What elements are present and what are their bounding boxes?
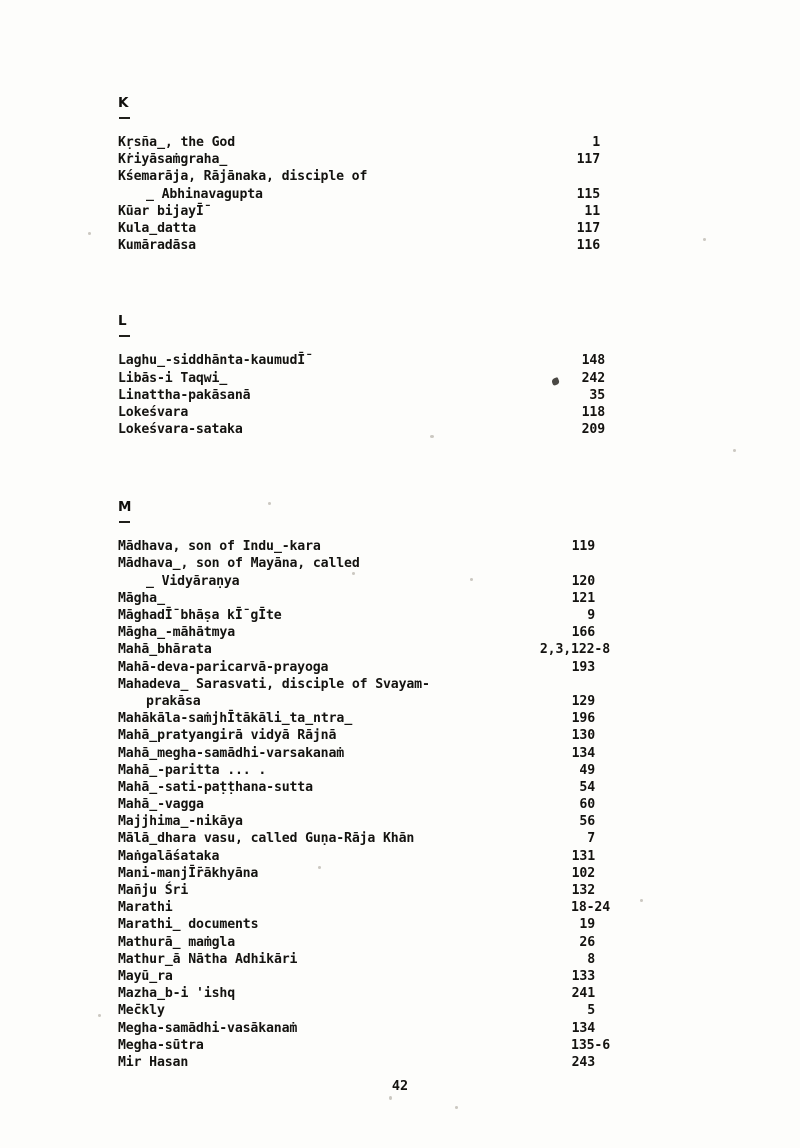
entry-term: Lokeśvara-sataka	[118, 422, 243, 438]
entry-term: Mādhava, son of Indu̲-kara	[118, 539, 321, 555]
section-header-k	[118, 96, 678, 134]
entry-term: Māgha̲-māhātmya	[118, 625, 235, 641]
index-entry	[118, 1020, 678, 1037]
section-underline	[119, 521, 130, 523]
entry-pages: 35	[589, 387, 605, 403]
entry-pages: 60	[579, 797, 595, 813]
index-entry	[118, 590, 678, 607]
index-entry	[118, 387, 678, 404]
entry-pages: 118	[581, 404, 605, 420]
index-entry	[118, 237, 678, 254]
entry-term: Kśemarāja, Rājānaka, disciple of	[118, 169, 368, 185]
entry-term: Mec̄kly	[118, 1003, 165, 1019]
index-section-l	[118, 314, 678, 438]
index-entry	[118, 951, 678, 968]
entry-pages: 7	[587, 831, 595, 847]
index-entry	[118, 882, 678, 899]
index-entry	[118, 865, 678, 882]
scan-speckle	[98, 1014, 101, 1017]
index-entry	[118, 916, 678, 933]
entry-term: Mayū̲ra	[118, 968, 173, 984]
entry-term: Mathur̲ā Nātha Adhikāri	[118, 951, 298, 967]
entry-pages: 18-24	[571, 900, 610, 916]
entry-term: Marathi	[118, 900, 173, 916]
scan-speckle	[389, 1096, 392, 1100]
index-entry	[118, 134, 678, 151]
entry-term: Mahā̲-paritta ... .	[118, 762, 267, 778]
entry-term: Kṛsña̲, the God	[118, 135, 235, 150]
index-entry	[118, 607, 678, 624]
index-entry	[118, 727, 678, 744]
entry-term: prakāsa	[146, 693, 201, 709]
entry-term: Kumāradāsa	[118, 238, 196, 254]
index-section-k	[118, 96, 678, 254]
entry-pages: 134	[571, 1020, 595, 1036]
entry-term: Libās-i Taqwi̲	[118, 370, 228, 386]
entry-term: Mahā̲-vagga	[118, 797, 204, 813]
entry-term: Marathi̲ documents	[118, 917, 259, 933]
index-entry	[118, 934, 678, 951]
entry-pages: 166	[571, 625, 595, 641]
entry-pages: 209	[581, 422, 605, 438]
section-underline	[119, 117, 130, 119]
entry-pages: 116	[576, 238, 600, 254]
entry-term: Linattha-pakāsanā	[118, 387, 251, 403]
entry-pages: 2,3,122-8	[539, 642, 610, 658]
index-entry	[118, 1002, 678, 1019]
index-entry	[118, 693, 678, 710]
entry-pages: 134	[571, 745, 595, 761]
section-letter: L	[118, 313, 128, 330]
entry-term: Kūar bijayĪ̄	[118, 203, 204, 219]
entry-pages: 19	[579, 917, 595, 933]
entry-term: Mahā̲-sati-paṭṭhana-sutta	[118, 779, 313, 795]
entry-term: ̲ Vidyāraṇya	[146, 573, 240, 589]
index-entry	[118, 710, 678, 727]
index-entry	[118, 779, 678, 796]
index-section-m	[118, 500, 678, 1071]
entry-pages: 1	[592, 135, 600, 150]
index-entry	[118, 659, 678, 676]
entry-pages: 102	[571, 865, 595, 881]
entry-pages: 148	[581, 353, 605, 369]
entry-pages: 130	[571, 728, 595, 744]
index-entry	[118, 762, 678, 779]
entry-pages: 132	[571, 883, 595, 898]
entry-list-m	[118, 538, 678, 1071]
entry-term: MāghadĪ̄ bhāṣa kĪ̄ gĪte	[118, 608, 282, 623]
entry-term: Mathurā̲ maṁgla	[118, 934, 235, 950]
entry-pages: 131	[571, 848, 595, 864]
entry-term: Mahākāla-saṁjhĪtākāli̲ta̲ntra̲	[118, 711, 353, 727]
entry-pages: 54	[579, 779, 595, 795]
entry-pages: 121	[571, 590, 595, 606]
index-entry	[118, 168, 678, 185]
entry-pages: 129	[571, 693, 595, 709]
index-entry	[118, 848, 678, 865]
scan-speckle	[455, 1106, 458, 1109]
index-entry	[118, 573, 678, 590]
index-entry	[118, 1054, 678, 1071]
index-entry	[118, 538, 678, 555]
index-body	[118, 96, 678, 1071]
index-entry	[118, 830, 678, 847]
scan-speckle	[88, 232, 91, 235]
entry-pages: 242	[581, 370, 605, 386]
section-header-l	[118, 314, 678, 352]
entry-pages: 9	[587, 608, 595, 623]
index-entry	[118, 555, 678, 572]
scan-speckle	[733, 449, 736, 452]
index-entry	[118, 968, 678, 985]
entry-pages: 115	[576, 186, 600, 202]
section-underline	[119, 335, 130, 337]
entry-term: Mir Hasan	[118, 1054, 189, 1070]
index-entry	[118, 745, 678, 762]
entry-term: Mahā̲bhārata	[118, 642, 212, 658]
entry-term: Mani-manjĪ̄rākhyāna	[118, 865, 259, 881]
entry-term: Laghu̲-siddhānta-kaumudĪ̄	[118, 353, 306, 369]
index-entry	[118, 641, 678, 658]
entry-pages: 117	[576, 152, 600, 168]
scan-speckle	[703, 238, 706, 241]
entry-term: Mazha̲b-i 'ishq	[118, 986, 235, 1002]
entry-term: ̲ Abhinavagupta	[146, 186, 263, 202]
index-entry	[118, 203, 678, 220]
section-letter: M	[118, 499, 132, 516]
index-entry	[118, 676, 678, 693]
index-entry	[118, 796, 678, 813]
entry-term: Mahā-deva-paricarvā-prayoga	[118, 659, 329, 675]
entry-pages: 120	[571, 573, 595, 589]
index-entry	[118, 186, 678, 203]
entry-list-l	[118, 352, 678, 438]
entry-pages: 11	[584, 203, 600, 219]
entry-pages: 49	[579, 762, 595, 778]
entry-pages: 119	[571, 539, 595, 555]
entry-pages: 135-6	[571, 1037, 610, 1053]
index-entry	[118, 624, 678, 641]
entry-term: Megha-sūtra	[118, 1037, 204, 1053]
entry-pages: 193	[571, 659, 595, 675]
entry-pages: 56	[579, 814, 595, 830]
entry-term: Māgha̲	[118, 590, 165, 606]
entry-pages: 26	[579, 934, 595, 950]
entry-pages: 196	[571, 711, 595, 727]
entry-term: Mañ̇ju Śri	[118, 883, 189, 898]
entry-pages: 117	[576, 220, 600, 236]
entry-term: Mahā̲megha-samādhi-varsakanaṁ	[118, 745, 345, 761]
index-entry	[118, 899, 678, 916]
entry-pages: 241	[571, 986, 595, 1002]
index-entry	[118, 985, 678, 1002]
entry-term: Majjhima̲-nikāya	[118, 814, 243, 830]
index-entry	[118, 404, 678, 421]
entry-pages: 8	[587, 951, 595, 967]
section-letter: K	[118, 95, 129, 111]
index-entry	[118, 370, 678, 387]
entry-term: Kula̲datta	[118, 220, 197, 236]
entry-term: Mālā̲dhara vasu, called Guṇa-Rāja Khān	[118, 831, 415, 847]
index-entry	[118, 421, 678, 438]
index-entry	[118, 352, 678, 369]
entry-pages: 133	[571, 968, 595, 984]
section-header-m	[118, 500, 678, 538]
entry-term: Kṙiyāsaṁgraha̲	[118, 152, 228, 168]
entry-term: Megha-samādhi-vasākanaṁ	[118, 1020, 298, 1036]
index-entry	[118, 813, 678, 830]
entry-pages: 5	[587, 1003, 595, 1019]
entry-term: Mahā̲pratyangirā vidyā Rājnā	[118, 728, 337, 744]
index-entry	[118, 151, 678, 168]
entry-list-k	[118, 134, 678, 254]
entry-pages: 243	[571, 1054, 595, 1070]
entry-term: Mahadeva̲ Sarasvati, disciple of Svayam-	[118, 676, 430, 692]
entry-term: Maṅgalāśataka	[118, 848, 220, 864]
index-entry	[118, 220, 678, 237]
page-number: 42	[391, 1078, 409, 1094]
entry-term: Lokeśvara	[118, 404, 189, 420]
entry-term: Mādhava̲, son of Mayāna, called	[118, 556, 360, 572]
index-entry	[118, 1037, 678, 1054]
